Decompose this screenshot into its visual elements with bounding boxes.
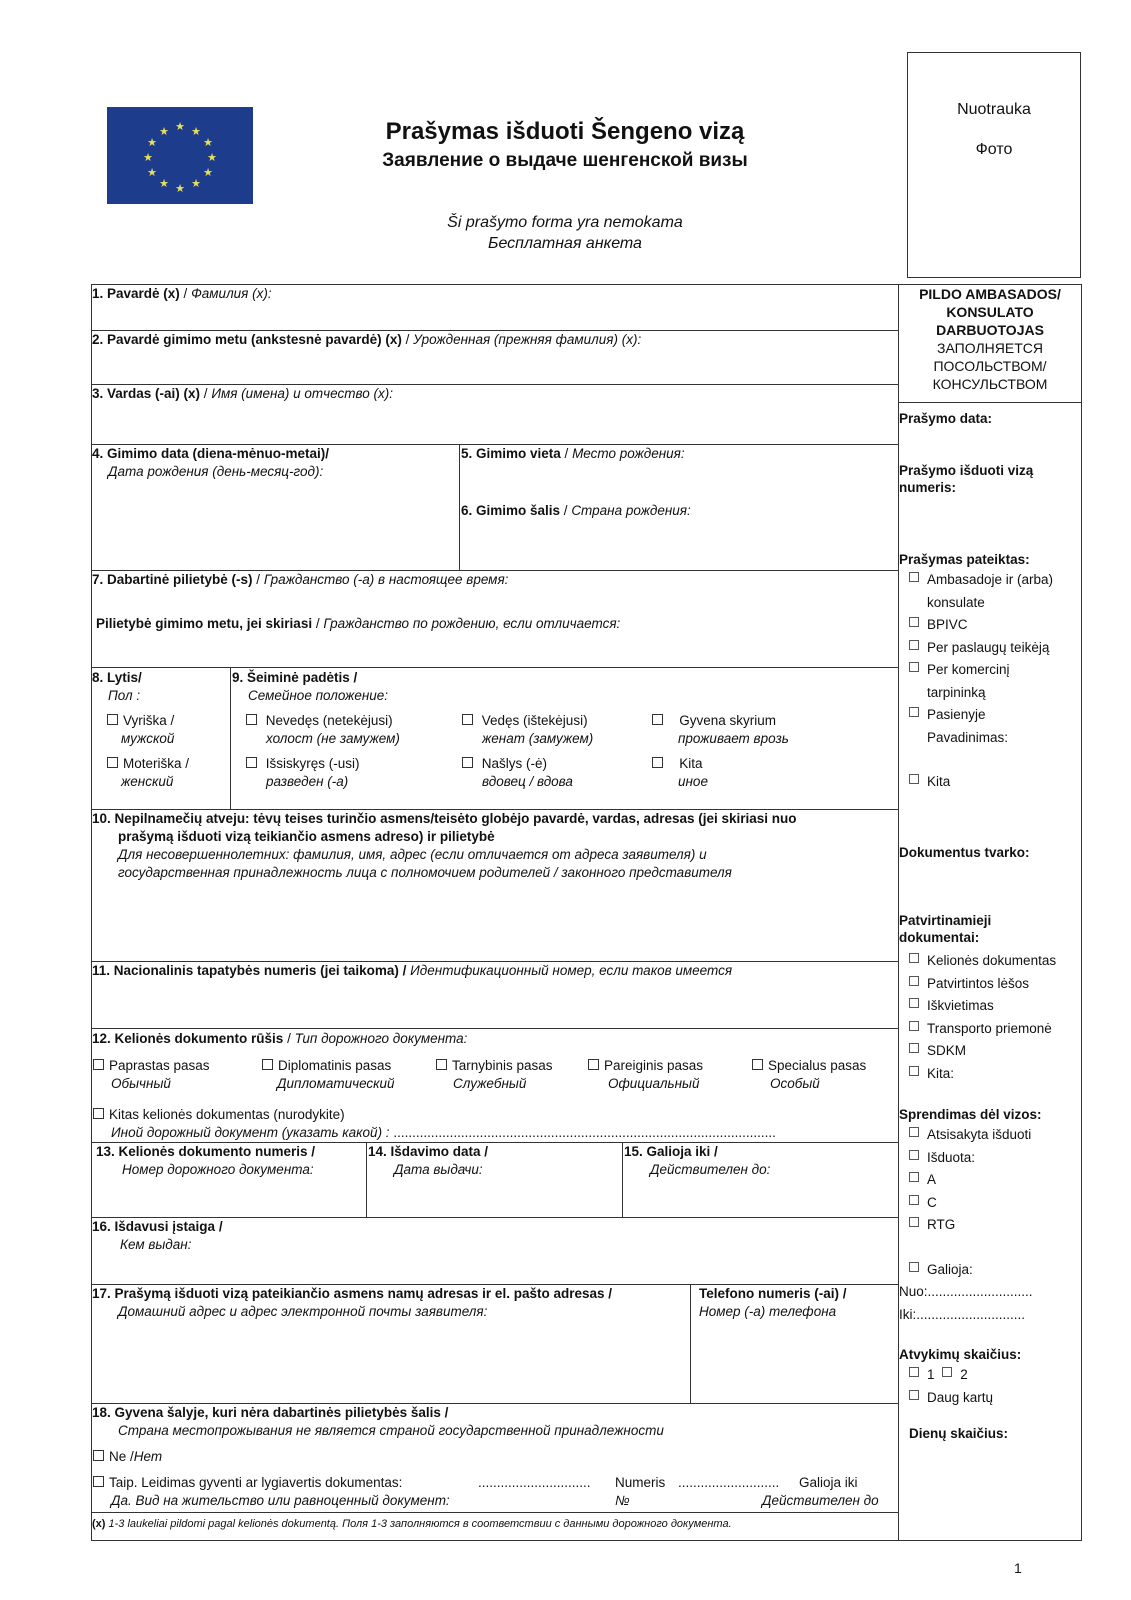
option-label: Iškvietimas bbox=[927, 998, 994, 1013]
option-label: Patvirtintos lėšos bbox=[927, 975, 1030, 991]
checkbox-icon[interactable] bbox=[909, 662, 919, 672]
col-sep-13-14 bbox=[366, 1142, 367, 1217]
field-label-ru: Идентификационный номер, если таков имеется bbox=[410, 963, 733, 978]
checkbox-icon[interactable] bbox=[107, 757, 118, 768]
checkbox-icon[interactable] bbox=[909, 998, 919, 1008]
official-label: numeris: bbox=[899, 480, 957, 495]
submitted-option-other[interactable] bbox=[899, 771, 1081, 794]
eu-stars-icon bbox=[107, 107, 253, 204]
field-3-first-names[interactable] bbox=[92, 385, 393, 403]
option-label: Ambasadoje ir (arba) bbox=[927, 572, 1054, 587]
photo-label-ru: Фото bbox=[975, 141, 1013, 158]
checkbox-icon[interactable] bbox=[909, 572, 919, 582]
svg-text:★: ★ bbox=[203, 167, 213, 179]
official-supporting-docs bbox=[899, 912, 1081, 946]
option-label: A bbox=[927, 1172, 937, 1187]
field-label-lt: 10. Nepilnamečių atveju: tėvų teises turinčio asmens/teisėto globėjo pavardė, vardas, adresas (jei skiriasi nuo bbox=[92, 811, 797, 826]
option-label-cont: konsulate bbox=[927, 594, 985, 610]
number-label: Numeris bbox=[615, 1475, 666, 1490]
grid-bottom bbox=[91, 1540, 1082, 1541]
official-handled-by bbox=[899, 843, 1081, 862]
option-label-ru: разведен (-а) bbox=[266, 774, 349, 789]
form-title-lt: Prašymas išduoti Šengeno vizą bbox=[385, 118, 745, 145]
official-label: Prašymo data: bbox=[899, 411, 993, 426]
official-header-sep bbox=[898, 402, 1081, 403]
supporting-option-other[interactable] bbox=[899, 1063, 1081, 1086]
field-label-ru: Для несовершеннолетних: фамилия, имя, адрес (если отличается от адреса заявителя) и bbox=[118, 847, 707, 862]
free-notice-ru: Бесплатная анкета bbox=[488, 235, 642, 252]
checkbox-icon[interactable] bbox=[462, 757, 473, 768]
footnote bbox=[92, 1516, 732, 1532]
decision-option-valid[interactable] bbox=[899, 1259, 1081, 1282]
supporting-option-funds[interactable] bbox=[899, 973, 1081, 996]
option-label: Kita bbox=[927, 774, 951, 789]
option-label-lt: Vyriška / bbox=[123, 713, 175, 728]
sex-option-male[interactable] bbox=[107, 712, 174, 748]
doc-option-special[interactable] bbox=[752, 1057, 866, 1093]
checkbox-icon[interactable] bbox=[93, 1476, 104, 1487]
separator: / bbox=[560, 503, 572, 518]
official-header-lt: DARBUOTOJAS bbox=[936, 322, 1044, 338]
doc-option-service[interactable] bbox=[436, 1057, 553, 1093]
field-label-ru: Кем выдан: bbox=[120, 1237, 192, 1252]
svg-text:★: ★ bbox=[143, 152, 153, 164]
marital-option-other[interactable] bbox=[652, 755, 708, 791]
official-days bbox=[899, 1424, 1081, 1443]
field-17-phone[interactable] bbox=[699, 1285, 847, 1321]
fill-dots: .............................. bbox=[478, 1475, 591, 1490]
option-label-lt: Specialus pasas bbox=[768, 1058, 867, 1073]
checkbox-icon[interactable] bbox=[246, 714, 257, 725]
official-label: Sprendimas dėl vizos: bbox=[899, 1107, 1042, 1122]
checkbox-icon[interactable] bbox=[752, 1059, 763, 1070]
field-label-lt: 16. Išdavusi įstaiga / bbox=[92, 1219, 223, 1234]
doc-option-ordinary[interactable] bbox=[93, 1057, 210, 1093]
option-label-ru: вдовец / вдова bbox=[482, 774, 573, 789]
valid-until-label-ru: Действителен до bbox=[762, 1493, 879, 1508]
field-label-ru: Урожденная (прежняя фамилия) (x): bbox=[413, 332, 642, 347]
option-label: 1 bbox=[927, 1367, 935, 1382]
official-submitted bbox=[899, 550, 1081, 794]
option-label-ru: иное bbox=[678, 774, 708, 789]
field-label-ru: Номер (-а) телефона bbox=[699, 1304, 837, 1319]
row-sep bbox=[91, 1512, 898, 1513]
field-label-lt: 7. Dabartinė pilietybė (-s) bbox=[92, 572, 253, 587]
official-application-date bbox=[899, 409, 1081, 428]
checkbox-icon[interactable] bbox=[588, 1059, 599, 1070]
field-label-lt: 3. Vardas (-ai) (x) bbox=[92, 386, 201, 401]
separator: / bbox=[312, 616, 324, 631]
decision-option-refused[interactable] bbox=[899, 1124, 1081, 1147]
field-label-lt: 15. Galioja iki / bbox=[624, 1144, 718, 1159]
official-label: Patvirtinamieji bbox=[899, 913, 992, 928]
field-2-birth-surname[interactable] bbox=[92, 331, 641, 349]
checkbox-icon[interactable] bbox=[942, 1367, 952, 1377]
official-header-ru: ПОСОЛЬСТВОМ/ bbox=[933, 358, 1047, 374]
field-label-lt: prašymą išduoti vizą teikiančio asmens adreso) ir pilietybė bbox=[118, 829, 495, 844]
svg-text:★: ★ bbox=[159, 126, 169, 138]
separator: / bbox=[200, 386, 212, 401]
checkbox-icon[interactable] bbox=[909, 1172, 919, 1182]
footnote-mark: (x) bbox=[92, 1518, 106, 1530]
official-application-number bbox=[899, 462, 1081, 496]
field-11-national-id[interactable] bbox=[92, 962, 732, 980]
option-label-ru: Обычный bbox=[111, 1076, 171, 1091]
option-label: SDKM bbox=[927, 1043, 967, 1058]
field-label-ru: Место рождения: bbox=[572, 446, 685, 461]
field-label-ru: Гражданство по рождению, если отличается: bbox=[323, 616, 621, 631]
field-label-ru: Дата выдачи: bbox=[394, 1162, 483, 1177]
option-label-lt: Ne / bbox=[109, 1449, 134, 1464]
field-label-lt: 1. Pavardė (x) bbox=[92, 286, 180, 301]
field-10-guardian[interactable] bbox=[92, 810, 797, 882]
field-label-lt: 6. Gimimo šalis bbox=[461, 503, 561, 518]
field-label-ru: Домашний адрес и адрес электронной почты заявителя: bbox=[118, 1304, 488, 1319]
option-label: BPIVC bbox=[927, 617, 968, 632]
submitted-option-commercial[interactable] bbox=[899, 659, 1081, 682]
eu-flag bbox=[107, 107, 253, 204]
field-9-marital-label bbox=[232, 669, 388, 705]
submitted-option-bpivc[interactable] bbox=[899, 614, 1081, 637]
number-label-ru: № bbox=[615, 1493, 630, 1508]
option-label-ru: Официальный bbox=[608, 1076, 700, 1091]
field-label-ru: Дата рождения (день-месяц-год): bbox=[108, 464, 324, 479]
option-label: 2 bbox=[960, 1367, 968, 1382]
option-label: Kelionės dokumentas bbox=[927, 953, 1057, 968]
option-label-lt: Moteriška / bbox=[123, 756, 190, 771]
official-header-ru: КОНСУЛЬСТВОМ bbox=[932, 376, 1048, 392]
checkbox-icon[interactable] bbox=[909, 1043, 919, 1053]
checkbox-icon[interactable] bbox=[909, 1127, 919, 1137]
col-sep-17-phone bbox=[690, 1284, 691, 1403]
row-sep bbox=[91, 1028, 898, 1029]
checkbox-icon[interactable] bbox=[909, 640, 919, 650]
field-label-ru: государственная принадлежность лица с полномочием родителей / законного представителя bbox=[118, 865, 732, 880]
checkbox-icon[interactable] bbox=[93, 1450, 104, 1461]
decision-option-c[interactable] bbox=[899, 1192, 1081, 1215]
separator: / bbox=[252, 572, 264, 587]
marital-option-widowed[interactable] bbox=[462, 755, 573, 791]
col-sep-8-9 bbox=[230, 667, 231, 809]
field-13-doc-number[interactable] bbox=[96, 1143, 315, 1179]
free-notice-lt: Ši prašymo forma yra nemokama bbox=[447, 214, 683, 231]
checkbox-icon[interactable] bbox=[652, 757, 663, 768]
option-label-lt: Kitas kelionės dokumentas (nurodykite) bbox=[109, 1107, 345, 1122]
entries-option-2[interactable] bbox=[942, 1367, 968, 1382]
option-label-lt: Kita bbox=[679, 756, 703, 771]
entries-options bbox=[899, 1364, 1081, 1387]
sex-option-female[interactable] bbox=[107, 755, 189, 791]
official-label: dokumentai: bbox=[899, 930, 980, 945]
separator: / bbox=[560, 446, 573, 461]
official-header-ru: ЗАПОЛНЯЕТСЯ bbox=[937, 340, 1043, 356]
option-label-cont: Pavadinimas: bbox=[927, 729, 1009, 745]
doc-option-official[interactable] bbox=[588, 1057, 703, 1093]
separator: / bbox=[398, 963, 411, 978]
fill-dots: ...................................................................................................... bbox=[393, 1125, 776, 1140]
option-label-lt: Vedęs (ištekėjusi) bbox=[481, 713, 588, 728]
field-label-ru: Действителен до: bbox=[650, 1162, 771, 1177]
residence-option-no[interactable] bbox=[93, 1448, 162, 1466]
official-header-lt: KONSULATO bbox=[946, 304, 1034, 320]
marital-option-married[interactable] bbox=[462, 712, 593, 748]
supporting-option-travel-doc[interactable] bbox=[899, 950, 1081, 973]
form-title-ru: Заявление о выдаче шенгенской визы bbox=[382, 150, 748, 171]
svg-text:★: ★ bbox=[175, 121, 185, 133]
option-label-lt: Našlys (-ė) bbox=[481, 756, 548, 771]
marital-option-divorced[interactable] bbox=[246, 755, 360, 791]
field-label-lt: 9. Šeiminė padėtis / bbox=[232, 670, 358, 685]
col-sep-4-5 bbox=[459, 444, 460, 570]
valid-until-label: Galioja iki bbox=[799, 1475, 858, 1490]
decision-option-rtg[interactable] bbox=[899, 1214, 1081, 1237]
option-label-ru: Служебный bbox=[453, 1076, 527, 1091]
field-label-lt: 18. Gyvena šalyje, kuri nėra dabartinės pilietybės šalis / bbox=[92, 1405, 449, 1420]
field-label-lt: 11. Nacionalinis tapatybės numeris (jei taikoma) bbox=[92, 963, 399, 978]
option-label: Daug kartų bbox=[927, 1389, 994, 1405]
option-label-ru: женский bbox=[121, 774, 174, 789]
field-label-lt: 17. Prašymą išduoti vizą pateikiančio asmens namų adresas ir el. pašto adresas / bbox=[92, 1286, 612, 1301]
option-label: C bbox=[927, 1194, 937, 1210]
page-number: 1 bbox=[1014, 1560, 1022, 1576]
entries-option-1[interactable] bbox=[909, 1367, 935, 1382]
field-label-lt: 14. Išdavimo data / bbox=[368, 1144, 489, 1159]
checkbox-icon[interactable] bbox=[909, 774, 919, 784]
field-label-lt: 13. Kelionės dokumento numeris / bbox=[96, 1144, 316, 1159]
option-label-lt: Tarnybinis pasas bbox=[452, 1058, 553, 1073]
valid-to-field[interactable]: Iki:............................. bbox=[899, 1306, 1026, 1322]
field-4-birth-date[interactable] bbox=[92, 445, 329, 481]
field-16-issued-by[interactable] bbox=[92, 1218, 223, 1254]
supporting-option-invitation[interactable] bbox=[899, 995, 1081, 1018]
svg-text:★: ★ bbox=[147, 167, 157, 179]
option-label-cont: tarpininką bbox=[927, 684, 986, 700]
checkbox-icon[interactable] bbox=[909, 1150, 919, 1160]
entries-option-multiple[interactable] bbox=[899, 1387, 1081, 1410]
doc-option-other[interactable] bbox=[93, 1106, 776, 1142]
field-label-lt: 5. Gimimo vieta bbox=[461, 446, 561, 461]
valid-from-field[interactable]: Nuo:............................ bbox=[899, 1284, 1033, 1299]
field-7-nationality-at-birth[interactable] bbox=[96, 615, 620, 633]
marital-option-separated[interactable] bbox=[652, 712, 789, 748]
official-supporting-options bbox=[899, 950, 1081, 1085]
checkbox-icon[interactable] bbox=[107, 714, 118, 725]
official-header-lt: PILDO AMBASADOS/ bbox=[919, 286, 1061, 302]
submitted-option-service-provider[interactable] bbox=[899, 637, 1081, 660]
field-label-lt: 4. Gimimo data (diena-mėnuo-metai)/ bbox=[92, 446, 330, 461]
checkbox-icon[interactable] bbox=[909, 707, 919, 717]
option-label-ru: холост (не замужем) bbox=[266, 731, 400, 746]
option-label: Galioja: bbox=[927, 1261, 973, 1277]
submitted-option-embassy[interactable] bbox=[899, 569, 1081, 592]
field-label-ru: Страна рождения: bbox=[571, 503, 691, 518]
option-label-lt: Paprastas pasas bbox=[109, 1058, 210, 1073]
col-sep-14-15 bbox=[622, 1142, 623, 1217]
photo-label-lt: Nuotrauka bbox=[957, 101, 1031, 118]
checkbox-icon[interactable] bbox=[262, 1059, 273, 1070]
field-5-birth-place[interactable] bbox=[461, 445, 685, 463]
official-entries bbox=[899, 1345, 1081, 1409]
option-label: Atsisakyta išduoti bbox=[927, 1127, 1032, 1142]
fill-dots: ........................... bbox=[678, 1475, 780, 1490]
decision-option-issued[interactable] bbox=[899, 1147, 1081, 1170]
field-label-lt: 8. Lytis/ bbox=[92, 670, 142, 685]
option-label: Kita: bbox=[927, 1065, 955, 1081]
svg-text:★: ★ bbox=[191, 126, 201, 138]
checkbox-icon[interactable] bbox=[909, 1367, 919, 1377]
option-label-lt: Išsiskyręs (-usi) bbox=[265, 756, 360, 771]
svg-text:★: ★ bbox=[207, 152, 217, 164]
svg-text:★: ★ bbox=[191, 178, 201, 190]
checkbox-icon[interactable] bbox=[909, 976, 919, 986]
row-sep bbox=[91, 667, 898, 668]
option-label: Transporto priemonė bbox=[927, 1020, 1052, 1036]
svg-text:★: ★ bbox=[147, 137, 157, 149]
checkbox-icon[interactable] bbox=[909, 1262, 919, 1272]
field-label-ru: Гражданство (-а) в настоящее время: bbox=[263, 572, 509, 587]
checkbox-icon[interactable] bbox=[93, 1108, 104, 1119]
separator: / bbox=[179, 286, 192, 301]
field-1-surname[interactable] bbox=[92, 285, 272, 303]
option-label: Per paslaugų teikėją bbox=[927, 639, 1050, 655]
checkbox-icon[interactable] bbox=[909, 1021, 919, 1031]
checkbox-icon[interactable] bbox=[436, 1059, 447, 1070]
field-12-doc-type bbox=[92, 1030, 467, 1048]
separator: / bbox=[401, 332, 414, 347]
official-decision bbox=[899, 1105, 1081, 1326]
checkbox-icon[interactable] bbox=[909, 1066, 919, 1076]
official-header bbox=[899, 285, 1081, 393]
photo-box bbox=[907, 52, 1081, 278]
checkbox-icon[interactable] bbox=[246, 757, 257, 768]
svg-text:★: ★ bbox=[203, 137, 213, 149]
supporting-option-transport[interactable] bbox=[899, 1018, 1081, 1041]
field-label-ru: Страна местопрожывания не является страной государственной принадлежности bbox=[118, 1423, 664, 1438]
field-18-residence bbox=[92, 1404, 664, 1440]
option-label-ru: проживает врозь bbox=[678, 731, 789, 746]
option-label-lt: Taip. Leidimas gyventi ar lygiavertis dokumentas: bbox=[109, 1475, 403, 1490]
option-label-ru: мужской bbox=[121, 731, 175, 746]
option-label-ru: Нет bbox=[133, 1449, 163, 1464]
option-label: Per komercinį bbox=[927, 662, 1010, 677]
option-label: Pasienyje bbox=[927, 707, 986, 722]
checkbox-icon[interactable] bbox=[652, 714, 663, 725]
option-label-lt: Nevedęs (netekėjusi) bbox=[265, 713, 393, 728]
field-14-issue-date[interactable] bbox=[368, 1143, 488, 1179]
supporting-option-sdkm[interactable] bbox=[899, 1040, 1081, 1063]
official-label: Prašymo išduoti vizą bbox=[899, 463, 1034, 478]
field-label-ru: Тип дорожного документа: bbox=[294, 1031, 468, 1046]
svg-text:★: ★ bbox=[159, 178, 169, 190]
field-label-lt: 12. Kelionės dokumento rūšis bbox=[92, 1031, 284, 1046]
field-label-ru: Фамилия (x): bbox=[191, 286, 272, 301]
svg-text:★: ★ bbox=[175, 183, 185, 195]
field-label-ru: Пол : bbox=[108, 688, 141, 703]
option-label-ru: Дипломатический bbox=[277, 1076, 395, 1091]
field-label-lt: 2. Pavardė gimimo metu (ankstesnė pavardė) (x) bbox=[92, 332, 402, 347]
field-label-lt: Telefono numeris (-ai) / bbox=[699, 1286, 847, 1301]
field-6-birth-country[interactable] bbox=[461, 502, 691, 520]
option-label-ru: Да. Вид на жительство или равноценный документ: bbox=[111, 1493, 450, 1508]
checkbox-icon[interactable] bbox=[462, 714, 473, 725]
grid-right bbox=[1081, 284, 1082, 1541]
option-label-ru: Иной дорожный документ (указать какой) : bbox=[111, 1125, 390, 1140]
decision-option-a[interactable] bbox=[899, 1169, 1081, 1192]
field-8-sex-label bbox=[92, 669, 142, 705]
official-label: Dienų skaičius: bbox=[909, 1426, 1009, 1441]
field-label-lt: Pilietybė gimimo metu, jei skiriasi bbox=[96, 616, 313, 631]
residence-option-yes[interactable] bbox=[93, 1474, 893, 1510]
option-label-ru: Особый bbox=[770, 1076, 820, 1091]
checkbox-icon[interactable] bbox=[909, 617, 919, 627]
field-15-valid-until[interactable] bbox=[624, 1143, 770, 1179]
field-label-ru: Семейное положение: bbox=[248, 688, 389, 703]
field-label-ru: Имя (имена) и отчество (x): bbox=[211, 386, 393, 401]
option-label-lt: Pareiginis pasas bbox=[604, 1058, 704, 1073]
footnote-text: 1-3 laukeliai pildomi pagal kelionės dokumentą. Поля 1-3 заполняются в соответствии с данными дорожного документа. bbox=[105, 1518, 732, 1530]
checkbox-icon[interactable] bbox=[93, 1059, 104, 1070]
option-label: Išduota: bbox=[927, 1149, 976, 1165]
official-label: Dokumentus tvarko: bbox=[899, 845, 1030, 860]
doc-option-diplomatic[interactable] bbox=[262, 1057, 395, 1093]
option-label-ru: женат (замужем) bbox=[482, 731, 594, 746]
checkbox-icon[interactable] bbox=[909, 1390, 919, 1400]
field-7-nationality[interactable] bbox=[92, 571, 508, 589]
checkbox-icon[interactable] bbox=[909, 953, 919, 963]
option-label-lt: Gyvena skyrium bbox=[679, 713, 777, 728]
official-label: Prašymas pateiktas: bbox=[899, 552, 1030, 567]
option-label-lt: Diplomatinis pasas bbox=[278, 1058, 392, 1073]
field-17-address[interactable] bbox=[92, 1285, 612, 1321]
marital-option-single[interactable] bbox=[246, 712, 400, 748]
official-label: Atvykimų skaičius: bbox=[899, 1347, 1022, 1362]
field-label-ru: Номер дорожного документа: bbox=[122, 1162, 314, 1177]
checkbox-icon[interactable] bbox=[909, 1217, 919, 1227]
submitted-option-border[interactable] bbox=[899, 704, 1081, 727]
option-label: RTG bbox=[927, 1217, 956, 1232]
checkbox-icon[interactable] bbox=[909, 1195, 919, 1205]
separator: / bbox=[283, 1031, 295, 1046]
